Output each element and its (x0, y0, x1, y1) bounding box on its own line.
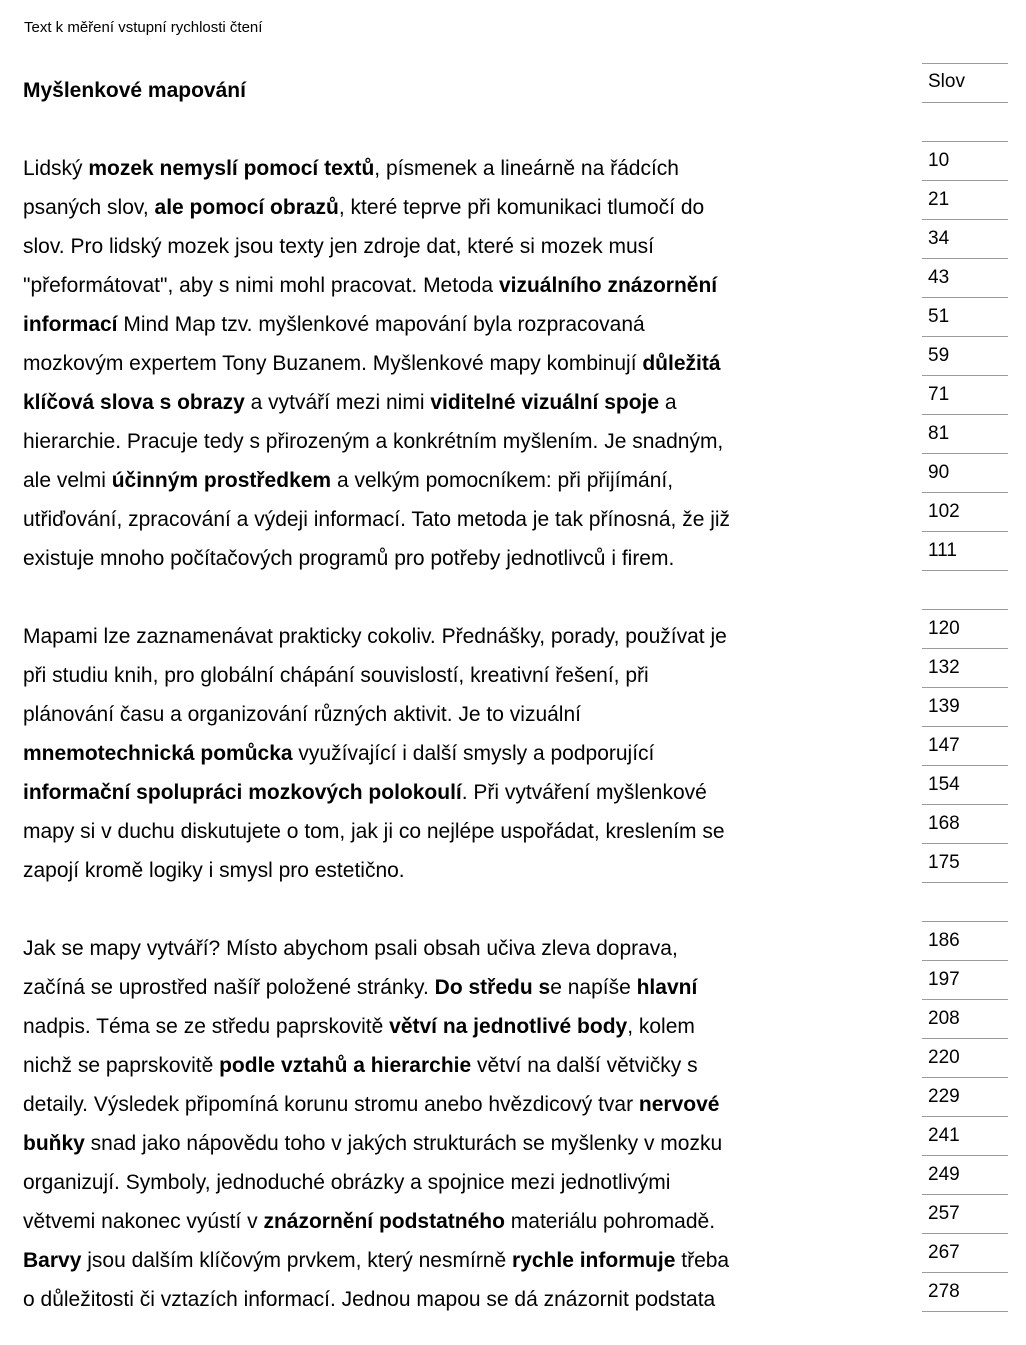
text-line (23, 695, 843, 734)
text-segment: hierarchie. Pracuje tedy s přirozeným a konkrétním myšlením. Je snadným, (23, 430, 724, 453)
text-segment: , písmenek a lineárně na řádcích (374, 157, 679, 180)
text-line (23, 929, 843, 968)
word-count-cell (922, 375, 1008, 414)
text-segment: nadpis. Téma se ze středu paprskovitě (23, 1015, 390, 1038)
word-count-value: 111 (928, 540, 957, 561)
word-count-value: 132 (928, 657, 960, 678)
text-line (23, 1046, 843, 1085)
word-count-value: 197 (928, 969, 960, 990)
text-segment: Lidský (23, 157, 89, 180)
text-segment: e napíše (550, 976, 637, 999)
word-count-value: 59 (928, 345, 950, 366)
text-line (23, 266, 843, 305)
word-count-value: 102 (928, 501, 960, 522)
word-count-cell (922, 882, 1008, 921)
text-segment: . Při vytváření myšlenkové (461, 781, 707, 804)
text-segment: organizují. Symboly, jednoduché obrázky a spojnice mezi jednotlivými (23, 1171, 671, 1194)
word-count-cell (922, 492, 1008, 531)
word-count-value: 10 (928, 150, 950, 171)
bold-phrase: Barvy (23, 1249, 82, 1272)
word-count-value: 249 (928, 1164, 960, 1185)
bold-phrase: informací (23, 313, 118, 336)
word-count-value: 21 (928, 189, 950, 210)
word-count-value: 81 (928, 423, 950, 444)
text-segment: utřiďování, zpracování a výdeji informací. Tato metoda je tak přínosná, že již (23, 508, 731, 531)
bold-phrase: vizuálního znázornění (498, 274, 718, 297)
word-count-value: 229 (928, 1086, 960, 1107)
text-segment: větví na další větvičky s (471, 1054, 698, 1077)
text-line (23, 656, 843, 695)
text-segment: Jak se mapy vytváří? Místo abychom psali obsah učiva zleva doprava, (23, 937, 678, 960)
text-segment: mozkovým expertem Tony Buzanem. Myšlenkové mapy kombinují (23, 352, 643, 375)
text-line (23, 617, 843, 656)
bold-phrase: viditelné vizuální spoje (430, 391, 660, 414)
word-count-value: 267 (928, 1242, 960, 1263)
document-header: Text k měření vstupní rychlosti čtení (24, 19, 263, 36)
bold-phrase: účinným prostředkem (111, 469, 332, 492)
text-line (23, 968, 843, 1007)
text-line (23, 227, 843, 266)
text-segment: detaily. Výsledek připomíná korunu stromu anebo hvězdicový tvar (23, 1093, 639, 1116)
word-count-cell (922, 453, 1008, 492)
text-segment: zapojí kromě logiky i smysl pro estetično. (23, 859, 405, 882)
text-body (23, 71, 843, 1319)
word-count-cell (922, 102, 1008, 141)
text-segment: , kolem (627, 1015, 695, 1038)
text-segment: jsou dalším klíčovým prvkem, který nesmírně (81, 1249, 513, 1272)
text-line (23, 1007, 843, 1046)
word-count-cell (922, 687, 1008, 726)
text-line (23, 1124, 843, 1163)
word-count-cell (922, 141, 1008, 180)
bold-phrase: znázornění podstatného (263, 1210, 505, 1233)
bold-phrase: nervové (638, 1093, 720, 1116)
text-line (23, 812, 843, 851)
bold-phrase: mnemotechnická pomůcka (23, 742, 293, 765)
text-line (23, 422, 843, 461)
bold-phrase: Do středu s (434, 976, 551, 999)
text-line (23, 1202, 843, 1241)
text-segment: , které teprve při komunikaci tlumočí do (338, 196, 705, 219)
text-segment: a velkým pomocníkem: při přijímání, (331, 469, 674, 492)
word-count-value: 175 (928, 852, 960, 873)
text-line (23, 344, 843, 383)
text-segment: větvemi nakonec vyústí v (23, 1210, 264, 1233)
text-line (23, 305, 843, 344)
word-count-cell (922, 648, 1008, 687)
text-segment: a (659, 391, 677, 414)
word-count-value: 34 (928, 228, 950, 249)
bold-phrase: podle vztahů a hierarchie (219, 1054, 472, 1077)
column-header: Slov (922, 63, 1008, 102)
word-count-cell (922, 1116, 1008, 1155)
word-count-cell (922, 1272, 1008, 1312)
word-count-cell (922, 1194, 1008, 1233)
word-count-cell (922, 921, 1008, 960)
word-count-value: 241 (928, 1125, 960, 1146)
word-count-cell (922, 1038, 1008, 1077)
word-count-cell (922, 843, 1008, 882)
text-line (23, 1280, 843, 1319)
word-count-cell (922, 1077, 1008, 1116)
text-segment: začíná se uprostřed našíř položené stránky. (23, 976, 435, 999)
text-line (23, 539, 843, 578)
word-count-cell (922, 180, 1008, 219)
text-line (23, 734, 843, 773)
word-count-cell (922, 1233, 1008, 1272)
word-count-cell (922, 570, 1008, 609)
bold-phrase: klíčová slova s obrazy (23, 391, 245, 414)
bold-phrase: rychle informuje (512, 1249, 676, 1272)
page-title: Myšlenkové mapování (23, 79, 246, 102)
word-count-cell (922, 219, 1008, 258)
paragraph-gap (23, 110, 843, 149)
text-segment: snad jako nápovědu toho v jakých strukturách se myšlenky v mozku (84, 1132, 723, 1155)
text-segment: využívající i další smysly a podporující (292, 742, 655, 765)
word-count-cell (922, 258, 1008, 297)
paragraph-gap (23, 890, 843, 929)
text-line (23, 851, 843, 890)
word-count-cell (922, 609, 1008, 648)
word-count-value: 186 (928, 930, 960, 951)
text-segment: materiálu pohromadě. (504, 1210, 716, 1233)
word-count-value: 139 (928, 696, 960, 717)
word-count-cell (922, 726, 1008, 765)
word-count-column (922, 63, 1008, 1312)
word-count-cell (922, 804, 1008, 843)
text-segment: při studiu knih, pro globální chápání souvislostí, kreativní řešení, při (23, 664, 649, 687)
text-segment: Mapami lze zaznamenávat prakticky cokoliv. Přednášky, porady, používat je (23, 625, 727, 648)
word-count-value: 120 (928, 618, 960, 639)
bold-phrase: mozek nemyslí pomocí textů (88, 157, 375, 180)
text-line (23, 1085, 843, 1124)
text-segment: "přeformátovat", aby s nimi mohl pracovat. Metoda (23, 274, 499, 297)
word-count-cell (922, 297, 1008, 336)
word-count-value: 220 (928, 1047, 960, 1068)
bold-phrase: hlavní (636, 976, 698, 999)
text-line (23, 1241, 843, 1280)
bold-phrase: informační spolupráci mozkových polokoulí (23, 781, 462, 804)
word-count-value: 154 (928, 774, 960, 795)
word-count-cell (922, 765, 1008, 804)
bold-phrase: ale pomocí obrazů (154, 196, 339, 219)
word-count-value: 168 (928, 813, 960, 834)
text-segment: třeba (675, 1249, 730, 1272)
bold-phrase: buňky (23, 1132, 85, 1155)
text-segment: nichž se paprskovitě (23, 1054, 220, 1077)
text-segment: o důležitosti či vztazích informací. Jednou mapou se dá znázornit podstata (23, 1288, 716, 1311)
text-line (23, 149, 843, 188)
text-segment: ale velmi (23, 469, 112, 492)
bold-phrase: důležitá (642, 352, 721, 375)
word-count-value: 51 (928, 306, 950, 327)
paragraph-gap (23, 578, 843, 617)
word-count-value: 43 (928, 267, 950, 288)
text-segment: slov. Pro lidský mozek jsou texty jen zdroje dat, které si mozek musí (23, 235, 655, 258)
text-segment: existuje mnoho počítačových programů pro potřeby jednotlivců i firem. (23, 547, 675, 570)
text-segment: Mind Map tzv. myšlenkové mapování byla rozpracovaná (117, 313, 645, 336)
word-count-cell (922, 531, 1008, 570)
word-count-value: 278 (928, 1281, 960, 1302)
text-line (23, 383, 843, 422)
word-count-value: 147 (928, 735, 960, 756)
text-segment: psaných slov, (23, 196, 155, 219)
word-count-cell (922, 414, 1008, 453)
word-count-cell (922, 999, 1008, 1038)
word-count-value: 90 (928, 462, 950, 483)
text-segment: mapy si v duchu diskutujete o tom, jak ji co nejlépe uspořádat, kreslením se (23, 820, 725, 843)
text-line (23, 461, 843, 500)
text-line (23, 1163, 843, 1202)
text-segment: a vytváří mezi nimi (244, 391, 431, 414)
word-count-value: 71 (928, 384, 950, 405)
word-count-value: 257 (928, 1203, 960, 1224)
bold-phrase: větví na jednotlivé body (389, 1015, 628, 1038)
text-line (23, 500, 843, 539)
text-line (23, 773, 843, 812)
word-count-cell (922, 1155, 1008, 1194)
text-line (23, 188, 843, 227)
word-count-cell (922, 960, 1008, 999)
text-segment: plánování času a organizování různých aktivit. Je to vizuální (23, 703, 581, 726)
word-count-value: 208 (928, 1008, 960, 1029)
word-count-cell (922, 336, 1008, 375)
